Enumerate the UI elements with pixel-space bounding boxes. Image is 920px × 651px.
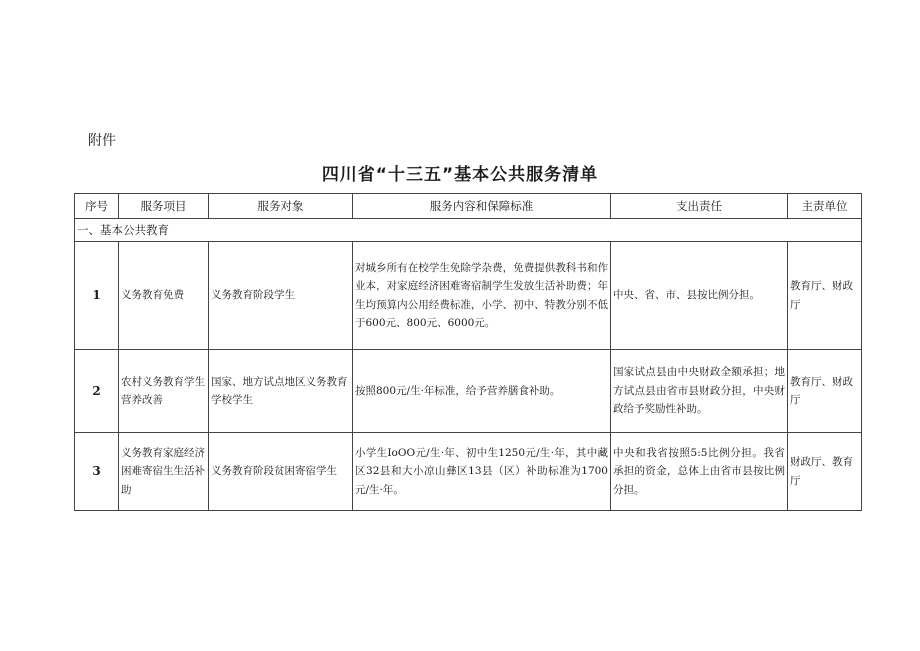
- header-content: 服务内容和保障标准: [353, 194, 611, 219]
- service-content: 按照800元/生·年标准，给予营养膳食补助。: [353, 350, 611, 433]
- responsible-unit: 教育厅、财政厅: [788, 350, 862, 433]
- page-title: 四川省“十三五”基本公共服务清单: [321, 165, 599, 185]
- service-item: 义务教育家庭经济困难寄宿生生活补助: [119, 433, 209, 511]
- service-list-table: [74, 193, 862, 511]
- service-content: 对城乡所有在校学生免除学杂费，免费提供教科书和作业本，对家庭经济困难寄宿制学生发放生活补助费；年生均预算内公用经费标准，小学、初中、特教分别不低于600元、800元、6000元。: [353, 242, 611, 350]
- service-content: 小学生IoOO元/生·年、初中生1250元/生·年，其中藏区32县和大小凉山彝区13县（区）补助标准为1700元/生·年。: [353, 433, 611, 511]
- header-unit: 主责单位: [788, 194, 862, 219]
- service-target: 义务教育阶段学生: [209, 242, 353, 350]
- attachment-label: 附件: [88, 133, 116, 149]
- row-number: 3: [75, 433, 119, 511]
- service-item: 义务教育免费: [119, 242, 209, 350]
- section-title: 一、基本公共教育: [75, 219, 862, 242]
- table-row: [75, 350, 862, 433]
- service-target: 国家、地方试点地区义务教育学校学生: [209, 350, 353, 433]
- table-header-row: [75, 194, 862, 219]
- header-no: 序号: [75, 194, 119, 219]
- responsible-unit: 教育厅、财政厅: [788, 242, 862, 350]
- expense-responsibility: 中央、省、市、县按比例分担。: [611, 242, 788, 350]
- table-row: [75, 433, 862, 511]
- section-row: [75, 219, 862, 242]
- header-target: 服务对象: [209, 194, 353, 219]
- expense-responsibility: 中央和我省按照5:5比例分担。我省承担的资金，总体上由省市县按比例分担。: [611, 433, 788, 511]
- table-row: [75, 242, 862, 350]
- row-number: 2: [75, 350, 119, 433]
- service-item: 农村义务教育学生营养改善: [119, 350, 209, 433]
- service-target: 义务教育阶段贫困寄宿学生: [209, 433, 353, 511]
- header-expense: 支出责任: [611, 194, 788, 219]
- responsible-unit: 财政厅、教育厅: [788, 433, 862, 511]
- header-item: 服务项目: [119, 194, 209, 219]
- expense-responsibility: 国家试点县由中央财政全额承担；地方试点县由省市县财政分担，中央财政给予奖励性补助。: [611, 350, 788, 433]
- row-number: 1: [75, 242, 119, 350]
